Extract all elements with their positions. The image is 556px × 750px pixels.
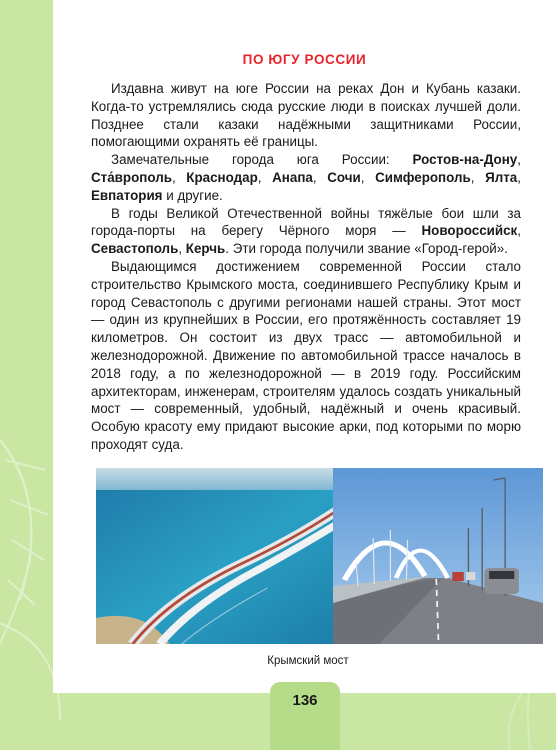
city-name: Анапа xyxy=(272,169,313,185)
bridge-aerial-photo xyxy=(96,468,369,644)
paragraph-hero-cities: В годы Великой Отечественной войны тяжёлые бои шли за города-порты на берегу Чёрного моря — Новороссийск, Севастополь, Керчь. Эти города получили звание «Город-герой». xyxy=(91,205,521,257)
city-name: Керчь xyxy=(185,241,226,257)
body-text xyxy=(91,80,521,454)
paragraph-cossacks: Издавна живут на юге России на реках Дон и Кубань казаки. Когда-то устремлялись сюда русские люди в поисках лучшей доли. Позднее стали казаки надёжными защитниками России, помогающими охранять её границы. xyxy=(91,81,521,150)
paragraph-cities: Замечательные города юга России: Ростов-на-Дону, Ста́врополь, Краснодар, Анапа, Сочи, Симферополь, Ялта, Евпатория и другие. xyxy=(91,152,521,203)
paragraph-crimean-bridge: Выдающимся достижением современной России стало строительство Крымского моста, соединившего Республику Крым и город Севастополь с другими регионами нашей страны. Этот мост — один из крупнейших в России, его протяжённость составляет 19 километров. Он состоит из двух трасс — автомобильной и железнодорожной. Движение по автомобильной трассе началось в 2018 году, а по железнодорожной — в 2019 году. Российским архитекторам, инженерам, строителям удалось создать уникальный мост — современный, удобный, надёжный и очень красивый. Особую красоту ему придают высокие арки, под которыми по морю проходят суда. xyxy=(91,258,521,452)
city-name: Ялта xyxy=(485,169,518,185)
page-number: 136 xyxy=(292,692,318,709)
city-name: Евпатория xyxy=(91,187,163,203)
city-name: Ростов-на-Дону xyxy=(412,152,518,168)
section-title: ПО ЮГУ РОССИИ xyxy=(242,52,367,67)
city-name: Новороссийск xyxy=(421,223,518,239)
city-name: Ста́врополь xyxy=(91,169,172,185)
city-name: Сочи xyxy=(327,169,361,185)
city-name: Севастополь xyxy=(91,241,179,257)
textbook-page xyxy=(53,0,556,693)
bridge-road-photo xyxy=(333,468,543,644)
city-name: Симферополь xyxy=(375,169,471,185)
city-name: Краснодар xyxy=(186,169,258,185)
photo-caption: Крымский мост xyxy=(267,655,349,667)
page-number-tab xyxy=(270,682,340,750)
